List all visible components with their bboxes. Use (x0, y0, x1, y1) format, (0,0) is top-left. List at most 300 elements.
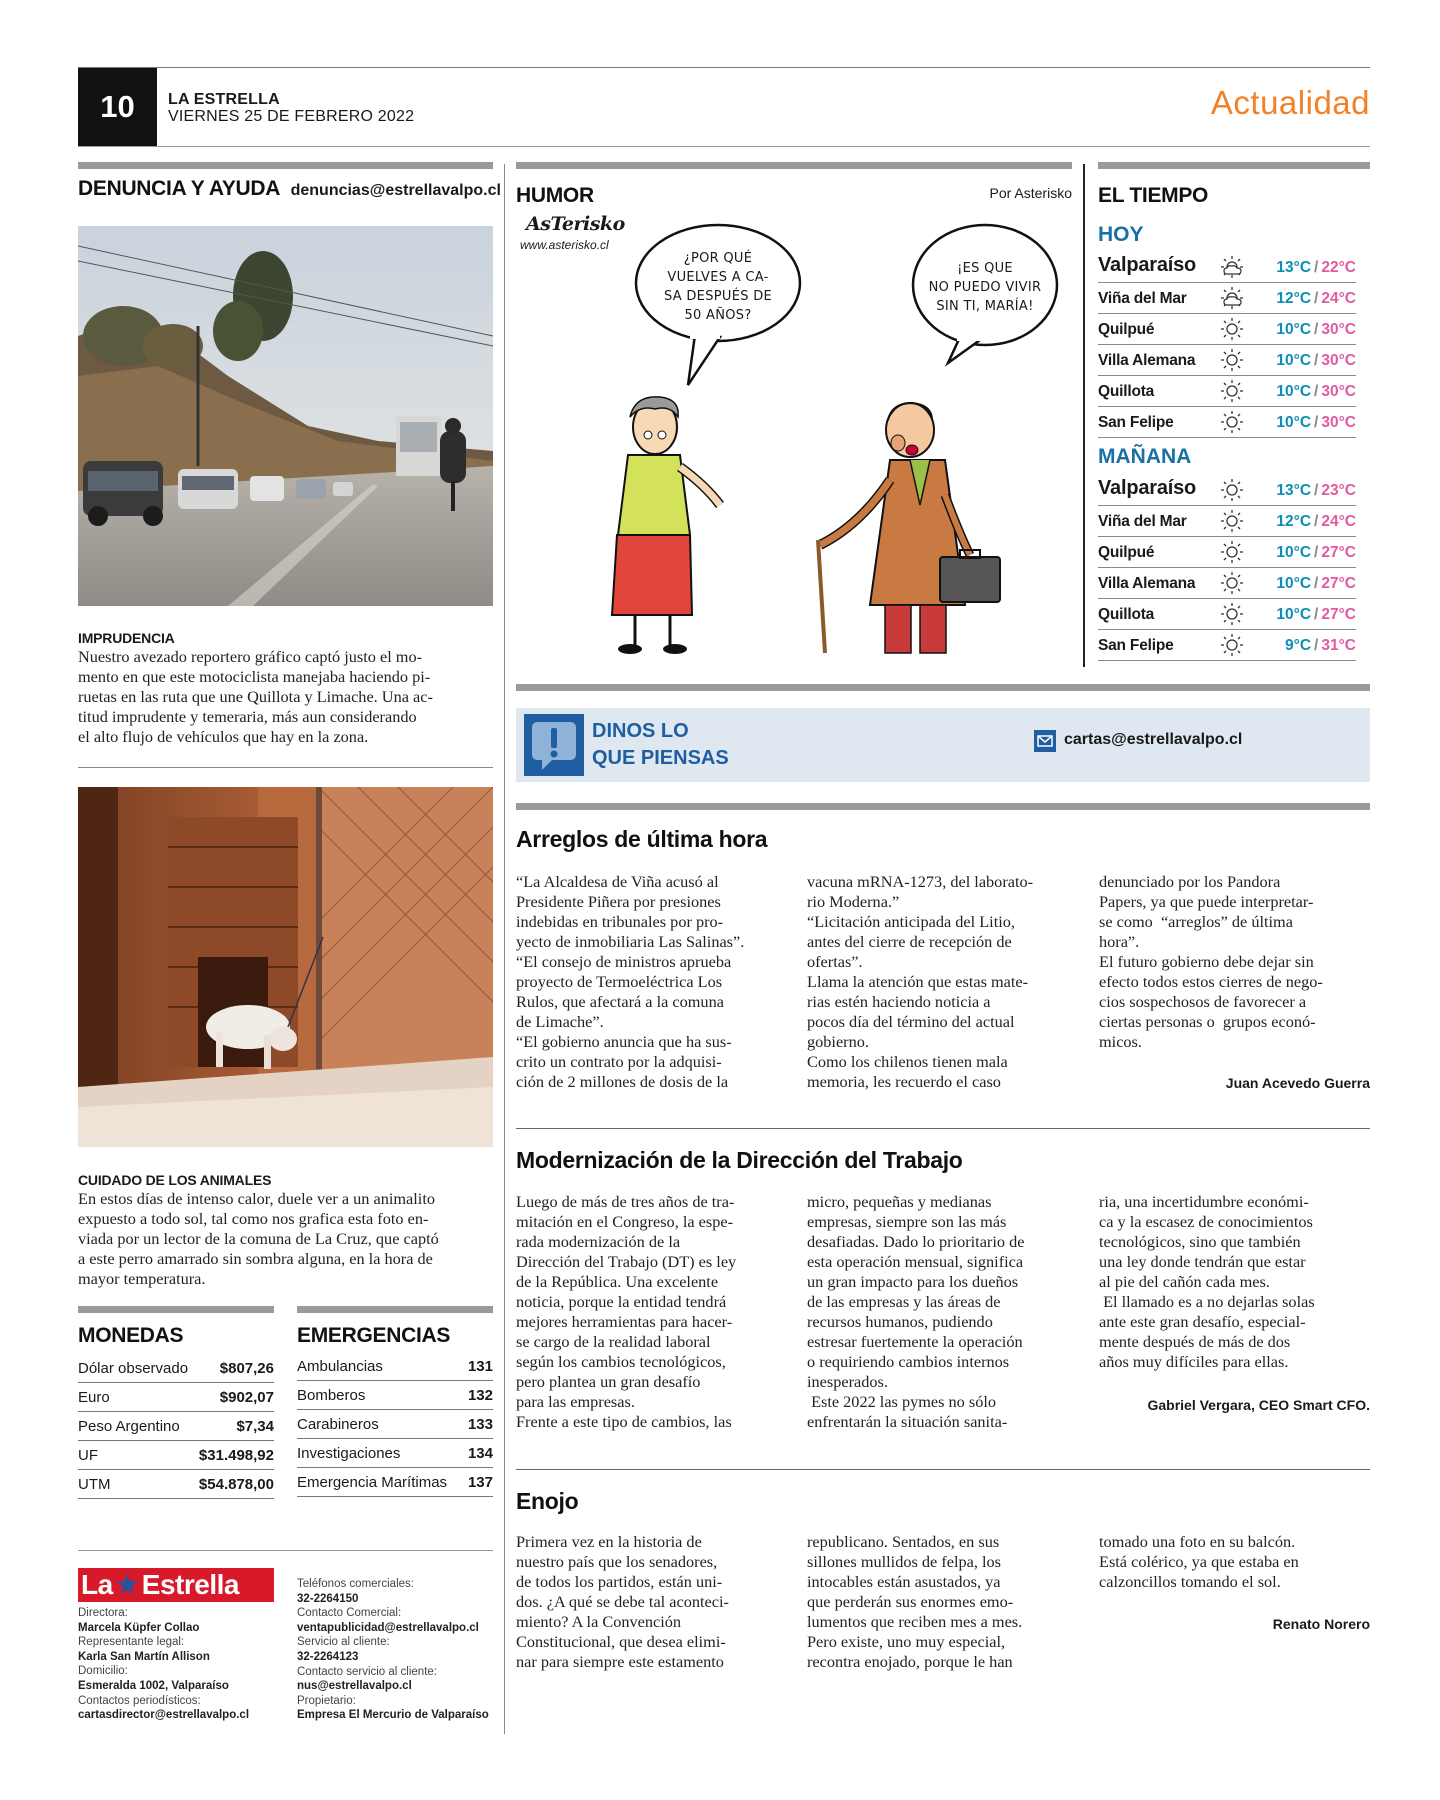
table-row (297, 1382, 493, 1410)
temp-min: 13°C (1276, 259, 1312, 276)
article-line: rias estén haciendo noticia a (807, 992, 991, 1011)
temp-max: 30°C (1321, 352, 1356, 369)
article-line: “El consejo de ministros aprueba (516, 952, 732, 971)
article-line: ciertas personas o grupos econó- (1099, 1012, 1316, 1031)
temp-separator: / (1314, 321, 1319, 338)
credit-label: Directora: (78, 1607, 128, 1619)
asterisko-signature: AsTerisko (526, 213, 625, 235)
humor-weather-separator (1083, 164, 1085, 667)
monedas-table (78, 1355, 274, 1505)
envelope-icon (1034, 730, 1056, 752)
weather-list-hoy (1098, 247, 1356, 437)
article-line: o requiriendo cambios internos (807, 1352, 1010, 1371)
article-line: miento? A la Convención (516, 1612, 682, 1631)
article-line: inesperados. (807, 1372, 888, 1391)
article-line: de las empresas y las áreas de (807, 1292, 1001, 1311)
sun-icon (1220, 540, 1244, 564)
article-line: cios sospechosos de favorecer a (1099, 992, 1307, 1011)
footer-right-credits (297, 1577, 507, 1723)
article-line: Primera vez en la historia de (516, 1532, 702, 1551)
article-line: Luego de más de tres años de tra- (516, 1192, 735, 1211)
weather-temps (1276, 414, 1356, 432)
article-line: vacuna mRNA-1273, del laborato- (807, 872, 1034, 891)
weather-city: San Felipe (1098, 637, 1174, 654)
article-line: denunciado por los Pandora (1099, 872, 1281, 891)
article-line: una ley donde tendrán que estar (1099, 1252, 1306, 1271)
article-line: “El gobierno anuncia que ha sus- (516, 1032, 732, 1051)
service-number: 131 (467, 1358, 493, 1375)
article-line: gobierno. (807, 1032, 869, 1051)
photo-divider (78, 767, 493, 768)
currency-label: UTM (78, 1476, 111, 1493)
temp-separator: / (1314, 544, 1319, 561)
caption-line: a este perro amarrado sin sombra alguna, en la hora de (78, 1249, 433, 1268)
weather-temps (1276, 383, 1356, 401)
currency-label: Peso Argentino (78, 1418, 180, 1435)
article-line: tecnológicos, sino que también (1099, 1232, 1301, 1251)
temp-min: 10°C (1276, 606, 1312, 623)
article-line: efecto todos estos cierres de nego- (1099, 972, 1323, 991)
weather-row (1098, 470, 1356, 506)
weather-row (1098, 376, 1356, 407)
denuncia-email[interactable]: denuncias@estrellavalpo.cl (290, 182, 501, 199)
dog-photo-illustration (78, 787, 493, 1147)
article-line: micos. (1099, 1032, 1142, 1051)
temp-min: 12°C (1276, 290, 1312, 307)
photo-road-motorcyclist (78, 226, 493, 606)
currency-label: Dólar observado (78, 1360, 189, 1377)
weather-temps (1276, 259, 1356, 277)
currency-label: Euro (78, 1389, 110, 1406)
article-line: indebidas en tribunales por pro- (516, 912, 724, 931)
photo2-caption-text (78, 1189, 493, 1289)
article-title: Arreglos de última hora (516, 826, 768, 852)
partly-cloudy-icon (1220, 286, 1244, 310)
article-line: recontra enojado, porque le han (807, 1652, 1013, 1671)
publication-name: LA ESTRELLA (168, 91, 280, 108)
article-line: Dirección del Trabajo (DT) es ley (516, 1252, 737, 1271)
temp-max: 27°C (1321, 544, 1356, 561)
footer-divider (78, 1550, 493, 1551)
dinos-top-rule (516, 684, 1370, 691)
currency-value: $31.498,92 (198, 1447, 274, 1464)
article-line: hora”. (1099, 932, 1140, 951)
article-line: recursos humanos, pudiendo (807, 1312, 993, 1331)
weather-temps (1276, 544, 1356, 562)
bubble-right-text (915, 259, 1055, 316)
section-name: Actualidad (1210, 84, 1370, 121)
article-line: se cargo de la realidad laboral (516, 1332, 711, 1351)
service-number: 137 (467, 1474, 493, 1491)
temp-separator: / (1314, 290, 1319, 307)
credit-label: Domicilio: (78, 1665, 128, 1678)
weather-city: Villa Alemana (1098, 352, 1196, 369)
credit-value: Karla San Martín Allison (78, 1650, 210, 1663)
temp-max: 27°C (1321, 606, 1356, 623)
weather-temps (1285, 637, 1356, 655)
article-line: micro, pequeñas y medianas (807, 1192, 992, 1211)
caption-line: mayor temperatura. (78, 1269, 206, 1288)
table-row (297, 1469, 493, 1497)
bubble-line: 50 AÑOS? (684, 308, 752, 323)
article-line: enfrentarán la situación sanita- (807, 1412, 1008, 1431)
star-icon: ★ (114, 1569, 140, 1600)
article-column (1099, 1192, 1370, 1372)
article-line: que perderán sus enormes emo- (807, 1592, 1014, 1611)
article-line: intocables están asustados, ya (807, 1572, 1001, 1591)
article-line: Este 2022 las pymes no sólo (807, 1392, 997, 1411)
article-line: memoria, les recuerdo el caso (807, 1072, 1001, 1091)
weather-row (1098, 345, 1356, 376)
header-bottom-rule (78, 146, 1370, 147)
bubble-line: ¡ES QUE (957, 261, 1013, 276)
bubble-line: ¿POR QUÉ (683, 251, 753, 266)
humor-byline: Por Asterisko (989, 185, 1072, 201)
caption-line: titud imprudente y temeraria, más aun considerando (78, 707, 417, 726)
temp-separator: / (1314, 637, 1319, 654)
article-author: Renato Norero (1272, 1616, 1370, 1632)
weather-row (1098, 407, 1356, 438)
partly-cloudy-icon (1220, 255, 1244, 279)
temp-min: 9°C (1285, 637, 1312, 654)
sun-icon (1220, 602, 1244, 626)
weather-city: Quilpué (1098, 544, 1155, 561)
monedas-title: MONEDAS (78, 1324, 184, 1347)
article-line: Constitucional, que desea elimi- (516, 1632, 726, 1651)
table-row (78, 1384, 274, 1412)
article-divider (516, 1469, 1370, 1470)
weather-row (1098, 630, 1356, 661)
temp-min: 10°C (1276, 352, 1312, 369)
service-number: 133 (467, 1416, 493, 1433)
service-label: Emergencia Marítimas (297, 1474, 448, 1491)
issue-date: VIERNES 25 DE FEBRERO 2022 (168, 108, 415, 125)
caption-line: ruetas en las ruta que une Quillota y Limache. Una ac- (78, 687, 433, 706)
weather-temps (1276, 482, 1356, 500)
article-line: antes del cierre de recepción de (807, 932, 1012, 951)
temp-max: 23°C (1321, 482, 1356, 499)
article-line: Llama la atención que estas mate- (807, 972, 1029, 991)
article-line: nuestro país que los senadores, (516, 1552, 718, 1571)
temp-min: 10°C (1276, 575, 1312, 592)
article-line: de la República. Una excelente (516, 1272, 719, 1291)
caption-line: expuesto a todo sol, tal como nos grafica esta foto en- (78, 1209, 429, 1228)
denuncia-top-rule (78, 162, 493, 169)
weather-city: Valparaíso (1098, 254, 1197, 276)
weather-city: Viña del Mar (1098, 290, 1187, 307)
article-column (516, 1532, 786, 1672)
weather-row (1098, 599, 1356, 630)
article-line: rada modernización de la (516, 1232, 681, 1251)
caption-line: viada por un lector de la comuna de La Cruz, que captó (78, 1229, 439, 1248)
weather-city: Quillota (1098, 606, 1155, 623)
article-line: mente después de más de dos (1099, 1332, 1291, 1351)
weather-city: Quilpué (1098, 321, 1155, 338)
sun-icon (1220, 379, 1244, 403)
article-column (516, 1192, 786, 1432)
currency-value: $902,07 (219, 1389, 274, 1406)
weather-row (1098, 568, 1356, 599)
weather-temps (1276, 352, 1356, 370)
temp-separator: / (1314, 414, 1319, 431)
photo2-caption-title: CUIDADO DE LOS ANIMALES (78, 1172, 272, 1188)
sun-icon (1220, 509, 1244, 533)
cartoon-panel (520, 205, 1070, 660)
weather-row (1098, 247, 1356, 283)
weather-city: Quillota (1098, 383, 1155, 400)
tiempo-hoy-label: HOY (1098, 223, 1144, 246)
service-label: Investigaciones (297, 1445, 401, 1462)
credit-value[interactable]: ventapublicidad@estrellavalpo.cl (297, 1621, 479, 1634)
photo-dog-sun (78, 787, 493, 1147)
temp-max: 30°C (1321, 414, 1356, 431)
weather-row (1098, 506, 1356, 537)
credit-label: Contacto servicio al cliente: (297, 1665, 437, 1678)
article-line: Rulos, que afectará a la comuna (516, 992, 724, 1011)
articles-top-rule (516, 803, 1370, 810)
article-line: desafiadas. Dado lo prioritario de (807, 1232, 1025, 1251)
service-number: 132 (467, 1387, 493, 1404)
article-line: proyecto de Termoeléctrica Los (516, 972, 723, 991)
service-label: Bomberos (297, 1387, 366, 1404)
sun-icon (1220, 571, 1244, 595)
sun-icon (1220, 410, 1244, 434)
dinos-email[interactable]: cartas@estrellavalpo.cl (1064, 731, 1243, 748)
page-number-box (78, 68, 157, 146)
table-row (78, 1442, 274, 1470)
header-top-rule (78, 67, 1370, 68)
credit-value: Esmeralda 1002, Valparaíso (78, 1679, 229, 1692)
article-line: de Limache”. (516, 1012, 604, 1031)
table-row (297, 1411, 493, 1439)
credit-value: Empresa El Mercurio de Valparaíso (297, 1709, 489, 1722)
tiempo-manana-label: MAÑANA (1098, 445, 1192, 468)
article-line: ca y la escasez de conocimientos (1099, 1212, 1313, 1231)
temp-max: 31°C (1321, 637, 1356, 654)
monedas-top-rule (78, 1306, 274, 1313)
article-line: según los cambios tecnológicos, (516, 1352, 726, 1371)
article-line: El futuro gobierno debe dejar sin (1099, 952, 1314, 971)
service-number: 134 (467, 1445, 493, 1462)
weather-temps (1276, 290, 1356, 308)
temp-min: 12°C (1276, 513, 1312, 530)
article-line: calzoncillos tomando el sol. (1099, 1572, 1281, 1591)
tiempo-title: EL TIEMPO (1098, 184, 1209, 207)
temp-separator: / (1314, 259, 1319, 276)
credit-value[interactable]: cartasdirector@estrellavalpo.cl (78, 1709, 250, 1722)
weather-temps (1276, 513, 1356, 531)
dinos-band (516, 708, 1370, 782)
credit-label: Representante legal: (78, 1636, 185, 1649)
article-line: mejores herramientas para hacer- (516, 1312, 733, 1331)
table-row (78, 1413, 274, 1441)
article-line: El llamado es a no dejarlas solas (1099, 1292, 1315, 1311)
article-author: Juan Acevedo Guerra (1225, 1075, 1370, 1091)
article-line: ante este gran desafío, especial- (1099, 1312, 1306, 1331)
table-row (78, 1471, 274, 1499)
sun-icon (1220, 317, 1244, 341)
weather-list-manana (1098, 470, 1356, 660)
temp-min: 10°C (1276, 414, 1312, 431)
article-line: “La Alcaldesa de Viña acusó al (516, 872, 719, 891)
article-line: Está colérico, ya que estaba en (1099, 1552, 1299, 1571)
tiempo-top-rule (1098, 162, 1370, 169)
article-line: ria, una incertidumbre económi- (1099, 1192, 1309, 1211)
article-line: pocos día del término del actual (807, 1012, 1015, 1031)
logo-text-estrella: Estrella (141, 1569, 239, 1600)
road-photo-illustration (78, 226, 493, 606)
article-divider (516, 1128, 1370, 1129)
emergencias-title: EMERGENCIAS (297, 1324, 451, 1347)
sun-icon (1220, 348, 1244, 372)
temp-max: 30°C (1321, 321, 1356, 338)
sun-icon (1220, 478, 1244, 502)
credit-value[interactable]: nus@estrellavalpo.cl (297, 1680, 412, 1693)
photo1-caption-text (78, 647, 493, 747)
weather-temps (1276, 321, 1356, 339)
credit-label: Contactos periodísticos: (78, 1694, 201, 1707)
bubble-line: NO PUEDO VIVIR (928, 280, 1042, 295)
temp-max: 22°C (1321, 259, 1356, 276)
article-line: dos. ¿A qué se debe tal aconteci- (516, 1592, 729, 1611)
article-line: de todos los partidos, están uni- (516, 1572, 723, 1591)
dinos-title-line1: DINOS LO (592, 720, 689, 742)
temp-separator: / (1314, 383, 1319, 400)
photo1-caption-title: IMPRUDENCIA (78, 630, 175, 646)
credit-value: 32-2264150 (297, 1592, 359, 1605)
article-column (807, 1532, 1077, 1672)
exclamation-icon (524, 714, 584, 776)
temp-separator: / (1314, 352, 1319, 369)
weather-city: Villa Alemana (1098, 575, 1196, 592)
emergencias-top-rule (297, 1306, 493, 1313)
temp-max: 24°C (1321, 513, 1356, 530)
article-line: años muy difíciles para ellas. (1099, 1352, 1289, 1371)
denuncia-title (78, 177, 501, 201)
photo2-caption (78, 1172, 493, 1289)
credit-label: Contacto Comercial: (297, 1607, 402, 1620)
temp-separator: / (1314, 575, 1319, 592)
article-column (1099, 872, 1370, 1052)
currency-value: $807,26 (219, 1360, 274, 1377)
article-line: empresas, siempre son las más (807, 1212, 1007, 1231)
article-author: Gabriel Vergara, CEO Smart CFO. (1147, 1397, 1370, 1413)
humor-title: HUMOR (516, 184, 594, 207)
article-line: mitación en el Congreso, la espe- (516, 1212, 734, 1231)
caption-line: Nuestro avezado reportero gráfico captó justo el mo- (78, 647, 423, 666)
temp-separator: / (1314, 513, 1319, 530)
article-line: Presidente Piñera por presiones (516, 892, 721, 911)
emergencias-table (297, 1353, 493, 1503)
article-line: pero plantea un gran desafío (516, 1372, 701, 1391)
footer-left-credits (78, 1606, 288, 1723)
weather-temps (1276, 606, 1356, 624)
credit-value: Marcela Küpfer Collao (78, 1621, 200, 1634)
page-number: 10 (100, 89, 135, 124)
article-line: esta operación mensual, significa (807, 1252, 1024, 1271)
temp-max: 24°C (1321, 290, 1356, 307)
weather-city: Valparaíso (1098, 477, 1197, 499)
bubble-line: VUELVES A CA- (667, 270, 769, 285)
article-line: crito un contrato por la adquisi- (516, 1052, 722, 1071)
logo-text-la: La (81, 1569, 113, 1600)
temp-max: 27°C (1321, 575, 1356, 592)
caption-line: En estos días de intenso calor, duele ver a un animalito (78, 1189, 435, 1208)
article-line: para las empresas. (516, 1392, 635, 1411)
dinos-title (592, 718, 729, 772)
article-line: Pero existe, uno muy especial, (807, 1632, 1006, 1651)
article-line: ción de 2 millones de dosis de la (516, 1072, 729, 1091)
article-line: “Licitación anticipada del Litio, (807, 912, 1015, 931)
la-estrella-logo (78, 1568, 274, 1602)
temp-separator: / (1314, 606, 1319, 623)
service-label: Carabineros (297, 1416, 379, 1433)
bubble-line: SA DESPUÉS DE (663, 289, 773, 304)
article-title: Modernización de la Dirección del Trabajo (516, 1147, 963, 1173)
caption-line: mento en que este motociclista manejaba haciendo pi- (78, 667, 431, 686)
left-column-separator (504, 164, 505, 1734)
photo1-caption (78, 630, 493, 747)
article-line: yecto de inmobiliaria Las Salinas”. (516, 932, 745, 951)
currency-value: $7,34 (236, 1418, 274, 1435)
credit-value: 32-2264123 (297, 1650, 359, 1663)
article-column (807, 1192, 1077, 1432)
table-row (297, 1353, 493, 1381)
temp-min: 10°C (1276, 544, 1312, 561)
weather-city: Viña del Mar (1098, 513, 1187, 530)
temp-max: 30°C (1321, 383, 1356, 400)
mail-icon (1034, 730, 1056, 752)
credit-label: Servicio al cliente: (297, 1636, 390, 1649)
article-line: tomado una foto en su balcón. (1099, 1532, 1296, 1551)
dinos-title-line2: QUE PIENSAS (592, 747, 729, 769)
temp-min: 10°C (1276, 383, 1312, 400)
sun-icon (1220, 633, 1244, 657)
weather-city: San Felipe (1098, 414, 1174, 431)
article-line: rio Moderna.” (807, 892, 900, 911)
article-column (807, 872, 1077, 1092)
article-title: Enojo (516, 1488, 579, 1514)
temp-separator: / (1314, 482, 1319, 499)
article-column (1099, 1532, 1370, 1592)
article-line: Como los chilenos tienen mala (807, 1052, 1008, 1071)
article-line: republicano. Sentados, en sus (807, 1532, 1000, 1551)
weather-row (1098, 537, 1356, 568)
article-line: ofertas”. (807, 952, 863, 971)
article-line: estresar fuertemente la operación (807, 1332, 1023, 1351)
table-row (297, 1440, 493, 1468)
article-line: Frente a este tipo de cambios, las (516, 1412, 732, 1431)
table-row (78, 1355, 274, 1383)
weather-temps (1276, 575, 1356, 593)
weather-row (1098, 314, 1356, 345)
article-line: se como “arreglos” de última (1099, 912, 1293, 931)
article-line: nar para siempre este estamento (516, 1652, 724, 1671)
article-line: lumentos que reciben mes a mes. (807, 1612, 1023, 1631)
service-label: Ambulancias (297, 1358, 383, 1375)
credit-label: Teléfonos comerciales: (297, 1578, 414, 1590)
exclamation-bubble-icon (524, 714, 584, 776)
article-line: un gran impacto para los dueños (807, 1272, 1019, 1291)
bubble-left-text (648, 249, 788, 325)
article-line: noticia, porque la entidad tendrá (516, 1292, 727, 1311)
humor-top-rule (516, 162, 1072, 169)
article-line: al pie del cañón cada mes. (1099, 1272, 1270, 1291)
temp-min: 13°C (1276, 482, 1312, 499)
bubble-line: SIN TI, MARÍA! (936, 299, 1034, 314)
article-line: sillones mullidos de felpa, los (807, 1552, 1001, 1571)
currency-value: $54.878,00 (198, 1476, 274, 1493)
